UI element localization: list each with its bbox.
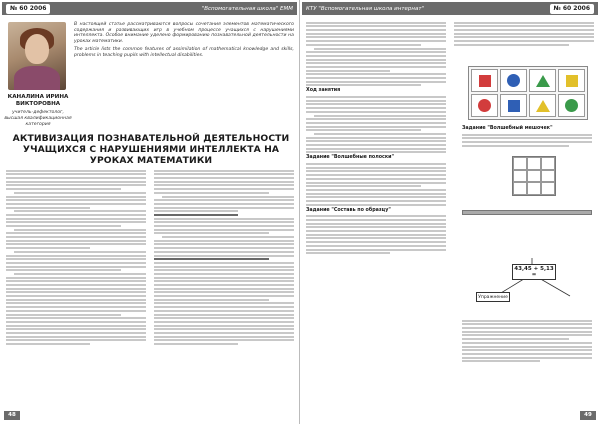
right-text-block-2	[462, 318, 592, 364]
grid-figure	[512, 156, 556, 196]
body-columns	[6, 168, 294, 347]
author-position: учитель-дефектолог, высшая квалификационная категория	[4, 110, 72, 127]
example-diagram	[474, 252, 592, 314]
magazine-name: "Вспомогательная школа" ЕММ	[201, 5, 293, 12]
shapes-card	[468, 66, 588, 120]
cell-square-red	[471, 69, 498, 92]
body-column-1	[6, 168, 146, 347]
section-title-2: Задание "Волшебные полоски"	[306, 155, 394, 161]
article-title: АКТИВИЗАЦИЯ ПОЗНАВАТЕЛЬНОЙ ДЕЯТЕЛЬНОСТИ УЧАЩИХСЯ С НАРУШЕНИЯМИ ИНТЕЛЛЕКТА НА УРОКАХ МАТЕМАТИКИ	[12, 133, 290, 166]
abstract-en: The article lists the common features of assimilation of mathematical knowledge and skills, problems in teaching pupils with intellectual disabilities.	[74, 47, 294, 58]
right-magazine-name: КТУ "Вспомогательная школа интернат"	[306, 5, 425, 12]
author-name: КАНАЛИНА ИРИНА ВИКТОРОВНА	[7, 94, 69, 107]
author-info	[4, 94, 72, 128]
abstract	[74, 22, 294, 62]
diagram-lines	[474, 252, 592, 314]
issue-badge: № 60 2006	[6, 4, 50, 14]
left-header	[2, 2, 297, 15]
right-text-block-1	[462, 124, 592, 148]
cell-triangle-green	[529, 69, 556, 92]
right-header	[302, 2, 598, 15]
photo-face	[25, 34, 49, 64]
cell-square-blue	[500, 94, 527, 117]
cell-circle-red	[471, 94, 498, 117]
cell-circle-green	[558, 94, 585, 117]
photo-body	[14, 66, 60, 90]
body-column-2	[154, 168, 294, 347]
right-page	[300, 0, 600, 424]
number-table	[462, 210, 592, 215]
right-issue-badge: № 60 2006	[550, 4, 594, 14]
section-title-3: Задание "Составь по образцу"	[306, 207, 391, 213]
diagram-label: Упражнение	[476, 292, 510, 302]
right-column-1	[306, 20, 446, 256]
right-page-number: 49	[580, 411, 596, 420]
cell-circle-blue	[500, 69, 527, 92]
cell-triangle-yellow	[529, 94, 556, 117]
diagram-expression: 43,45 + 5,13 =	[512, 264, 556, 280]
section-title-1: Ход занятия	[306, 88, 341, 94]
cell-square-yellow	[558, 69, 585, 92]
section-title-4: Задание "Волшебный мешочек"	[462, 126, 553, 131]
author-photo	[8, 22, 66, 90]
abstract-ru: В настоящей статье рассматриваются вопросы сочетания элементов математического содержания и развивающих игр в учебном процессе учащихся с нарушениями интеллекта. Особое внимание уделено формированию познавательной деятельности на уроках математики.	[74, 22, 294, 44]
left-page-number: 48	[4, 411, 20, 420]
